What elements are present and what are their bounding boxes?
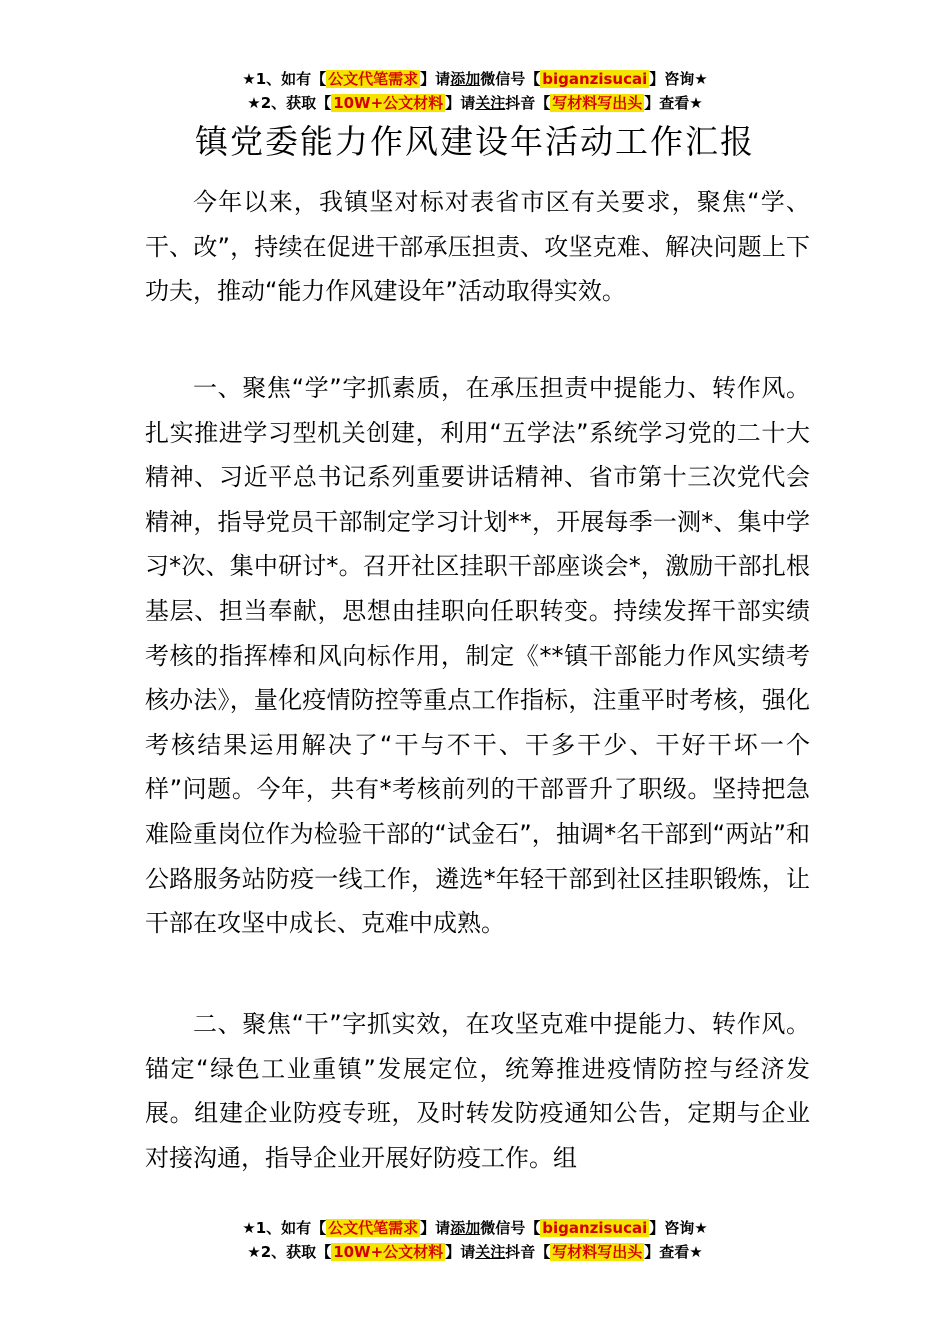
promo-underlined: 关注 xyxy=(475,1243,506,1261)
promo-text: 】请 xyxy=(420,1219,451,1237)
promo-text: 】请 xyxy=(445,94,476,112)
promo-highlight: 10W+公文材料 xyxy=(333,1243,444,1261)
body-paragraph-intro xyxy=(145,180,810,314)
promo-highlight: 10W+公文材料 xyxy=(333,94,444,112)
promo-line-2 xyxy=(0,91,950,115)
promo-text: 】咨询★ xyxy=(649,1219,708,1237)
promo-text: ★2、获取【 xyxy=(247,94,332,112)
promo-underlined: 添加 xyxy=(450,70,481,88)
promo-text: 微信号【 xyxy=(480,70,541,88)
promo-banner-top xyxy=(0,67,950,115)
promo-text: 抖音【 xyxy=(505,1243,551,1261)
promo-underlined: 关注 xyxy=(475,94,506,112)
promo-text: 】咨询★ xyxy=(649,70,708,88)
promo-text: 】请 xyxy=(420,70,451,88)
promo-highlight: 公文代笔需求 xyxy=(328,1219,419,1237)
promo-text: 】查看★ xyxy=(644,1243,703,1261)
paragraph-text: 二、聚焦“干”字抓实效，在攻坚克难中提能力、转作风。锚定“绿色工业重镇”发展定位，统筹推进疫情防控与经济发展。组建企业防疫专班，及时转发防疫通知公告，定期与企业对接沟通，指导企业开展好防疫工作。组 xyxy=(145,1010,810,1172)
promo-banner-bottom xyxy=(0,1216,950,1264)
promo-text: ★2、获取【 xyxy=(247,1243,332,1261)
paragraph-text: 一、聚焦“学”字抓素质，在承压担责中提能力、转作风。扎实推进学习型机关创建，利用“五学法”系统学习党的二十大精神、习近平总书记系列重要讲话精神、省市第十三次党代会精神，指导党员干部制定学习计划**，开展每季一测*、集中学习*次、集中研讨*。召开社区挂职干部座谈会*，激励干部扎根基层、担当奉献，思想由挂职向任职转变。持续发挥干部实绩考核的指挥棒和风向标作用，制定《**镇干部能力作风实绩考核办法》，量化疫情防控等重点工作指标，注重平时考核，强化考核结果运用解决了“干与不干、干多干少、干好干坏一个样”问题。今年，共有*考核前列的干部晋升了职级。坚持把急难险重岗位作为检验干部的“试金石”，抽调*名干部到“两站”和公路服务站防疫一线工作，遴选*年轻干部到社区挂职锻炼，让干部在攻坚中成长、克难中成熟。 xyxy=(145,374,810,938)
promo-text: ★1、如有【 xyxy=(242,1219,327,1237)
body-paragraph-section-2 xyxy=(145,1002,810,1180)
promo-highlight: 公文代笔需求 xyxy=(328,70,419,88)
promo-highlight: 写材料写出头 xyxy=(552,94,643,112)
promo-text: ★1、如有【 xyxy=(242,70,327,88)
promo-text: 】查看★ xyxy=(644,94,703,112)
promo-text: 微信号【 xyxy=(480,1219,541,1237)
promo-line-1 xyxy=(0,67,950,91)
promo-highlight: 写材料写出头 xyxy=(552,1243,643,1261)
promo-line-1 xyxy=(0,1216,950,1240)
promo-underlined: 添加 xyxy=(450,1219,481,1237)
paragraph-text: 今年以来，我镇坚对标对表省市区有关要求，聚焦“学、干、改”，持续在促进干部承压担责、攻坚克难、解决问题上下功夫，推动“能力作风建设年”活动取得实效。 xyxy=(145,188,810,306)
body-paragraph-section-1 xyxy=(145,366,810,946)
promo-highlight: biganzisucai xyxy=(542,1219,648,1237)
promo-text: 】请 xyxy=(445,1243,476,1261)
promo-highlight: biganzisucai xyxy=(542,70,648,88)
document-title: 镇党委能力作风建设年活动工作汇报 xyxy=(195,122,755,161)
promo-text: 抖音【 xyxy=(505,94,551,112)
promo-line-2 xyxy=(0,1240,950,1264)
